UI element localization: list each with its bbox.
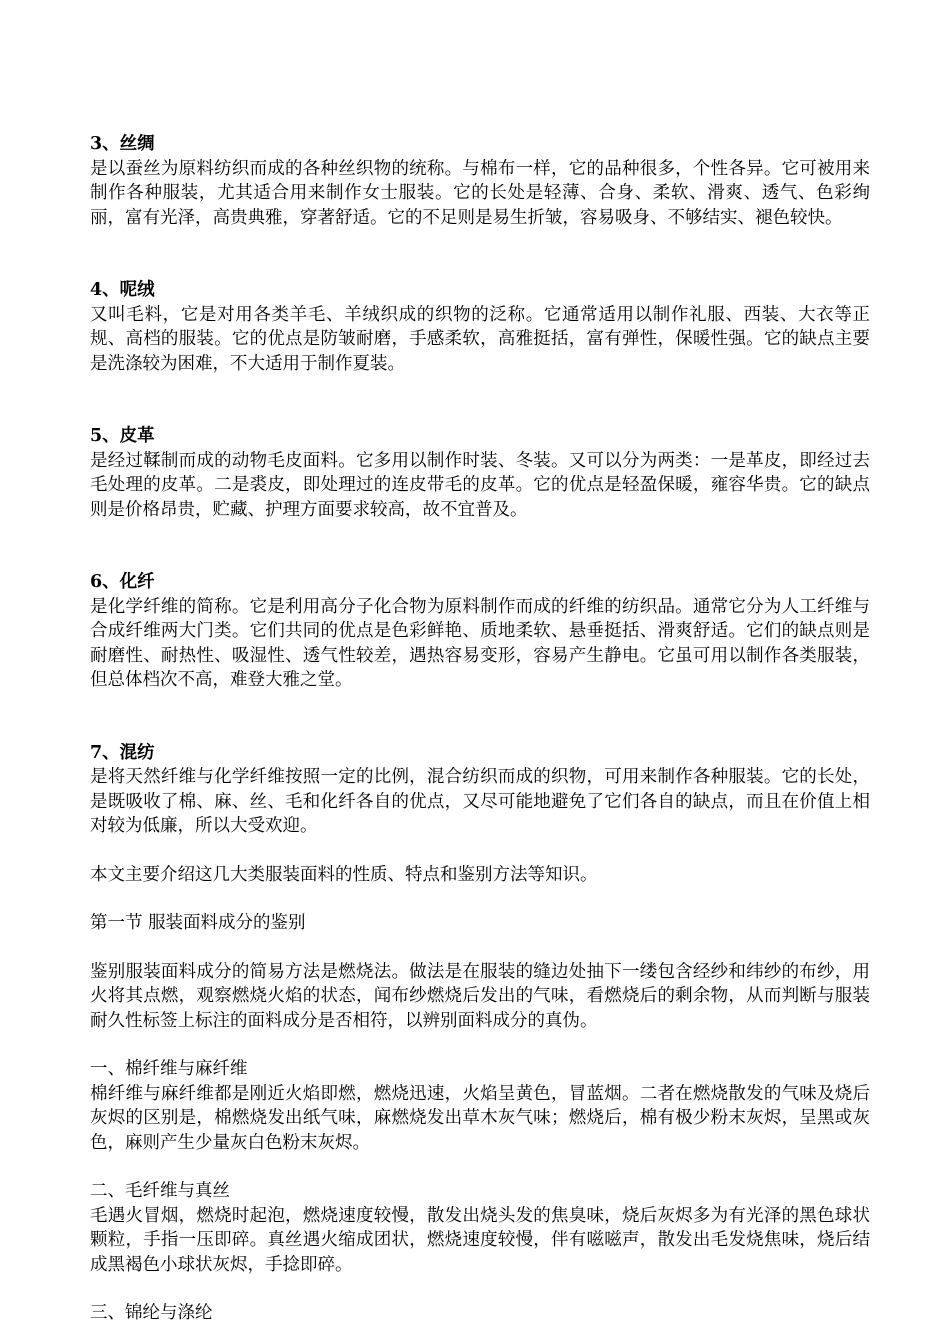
spacer [90, 693, 870, 741]
section-heading: 6、化纤 [90, 572, 155, 592]
chapter-intro: 鉴别服装面料成分的简易方法是燃烧法。做法是在服装的缝边处抽下一缕包含经纱和纬纱的布纱，用火将其点燃，观察燃烧火焰的状态，闻布纱燃烧后发出的气味，看燃烧后的剩余物，从而判断与服装耐久性标签上标注的面料成分是否相符，以辨别面料成分的真伪。 [90, 961, 870, 1031]
section-blend [90, 741, 870, 839]
section-body: 是以蚕丝为原料纺织而成的各种丝织物的统称。与棉布一样，它的品种很多，个性各异。它可被用来制作各种服装，尤其适合用来制作女士服装。它的长处是轻薄、合身、柔软、滑爽、透气、色彩绚丽，富有光泽，高贵典雅，穿著舒适。它的不足则是易生折皱，容易吸身、不够结实、褪色较快。 [90, 158, 870, 228]
section-heading: 3、丝绸 [90, 134, 155, 154]
subsection-body: 毛遇火冒烟，燃烧时起泡，燃烧速度较慢，散发出烧头发的焦臭味，烧后灰烬多为有光泽的黑色球状颗粒，手指一压即碎。真丝遇火缩成团状，燃烧速度较慢，伴有嗞嗞声，散发出毛发烧焦味，烧后结成黑褐色小球状灰烬，手捻即碎。 [90, 1205, 870, 1275]
spacer [90, 376, 870, 424]
spacer [90, 230, 870, 278]
spacer [90, 887, 870, 911]
section-synthetic [90, 570, 870, 693]
section-silk [90, 132, 870, 230]
subsection-wool-silk [90, 1179, 870, 1277]
subsection-cotton-linen [90, 1057, 870, 1155]
subsection-nylon-polyester [90, 1301, 870, 1326]
spacer [90, 1155, 870, 1179]
section-wool [90, 278, 870, 376]
section-leather [90, 424, 870, 522]
document-body [90, 132, 870, 1326]
spacer [90, 936, 870, 960]
subsection-title: 三、锦纶与涤纶 [90, 1303, 213, 1323]
spacer [90, 1277, 870, 1301]
subsection-body: 棉纤维与麻纤维都是刚近火焰即燃，燃烧迅速，火焰呈黄色，冒蓝烟。二者在燃烧散发的气味及烧后灰烬的区别是，棉燃烧发出纸气味，麻燃烧发出草木灰气味；燃烧后，棉有极少粉末灰烬，呈黑或灰色，麻则产生少量灰白色粉末灰烬。 [90, 1083, 870, 1153]
section-body: 是将天然纤维与化学纤维按照一定的比例，混合纺织而成的织物，可用来制作各种服装。它的长处，是既吸收了棉、麻、丝、毛和化纤各自的优点，又尽可能地避免了它们各自的缺点，而且在价值上相对较为低廉，所以大受欢迎。 [90, 767, 870, 836]
chapter-title: 第一节 服装面料成分的鉴别 [90, 913, 306, 933]
spacer [90, 839, 870, 863]
spacer [90, 1033, 870, 1057]
section-body: 又叫毛料，它是对用各类羊毛、羊绒织成的织物的泛称。它通常适用以制作礼服、西装、大衣等正规、高档的服装。它的优点是防皱耐磨，手感柔软，高雅挺括，富有弹性，保暖性强。它的缺点主要是洗涤较为困难，不大适用于制作夏装。 [90, 304, 870, 374]
section-body: 是经过鞣制而成的动物毛皮面料。它多用以制作时装、冬装。又可以分为两类：一是革皮，即经过去毛处理的皮革。二是裘皮，即处理过的连皮带毛的皮革。它的优点是轻盈保暖，雍容华贵。它的缺点则是价格昂贵，贮藏、护理方面要求较高，故不宜普及。 [90, 450, 870, 520]
subsection-title: 一、棉纤维与麻纤维 [90, 1059, 248, 1079]
spacer [90, 522, 870, 570]
section-body: 是化学纤维的简称。它是利用高分子化合物为原料制作而成的纤维的纺织品。通常它分为人工纤维与合成纤维两大门类。它们共同的优点是色彩鲜艳、质地柔软、悬垂挺括、滑爽舒适。它们的缺点则是耐磨性、耐热性、吸湿性、透气性较差，遇热容易变形，容易产生静电。它虽可用以制作各类服装，但总体档次不高，难登大雅之堂。 [90, 596, 870, 690]
intro-paragraph: 本文主要介绍这几大类服装面料的性质、特点和鉴别方法等知识。 [90, 864, 598, 885]
section-heading: 7、混纺 [90, 742, 155, 763]
section-heading: 4、呢绒 [90, 280, 155, 300]
section-heading: 5、皮革 [90, 426, 155, 446]
subsection-title: 二、毛纤维与真丝 [90, 1181, 230, 1201]
